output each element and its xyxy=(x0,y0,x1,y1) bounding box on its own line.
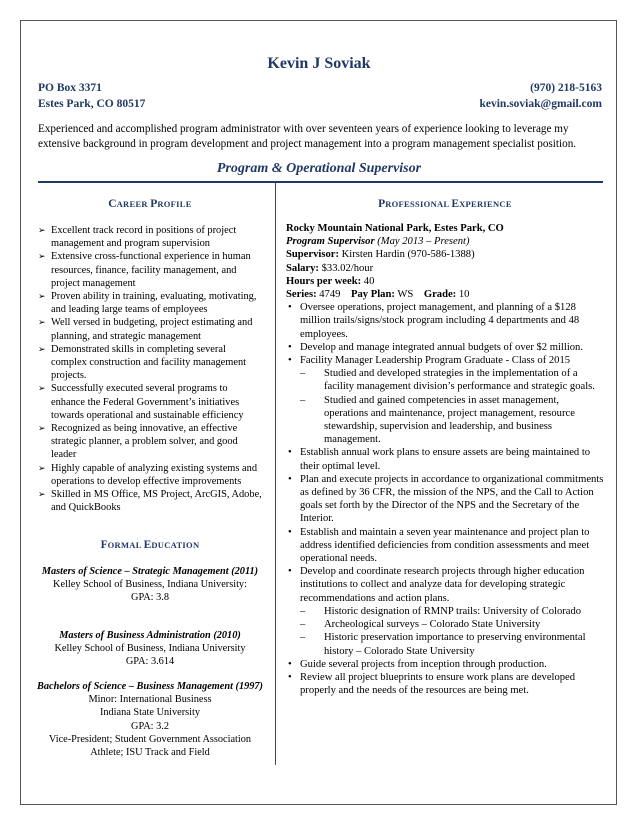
education-entry xyxy=(36,680,264,759)
education-entry xyxy=(36,565,264,605)
employer-name: Rocky Mountain National Park, Estes Park, CO xyxy=(286,223,504,234)
education-line: Kelley School of Business, Indiana University xyxy=(54,643,246,655)
list-item: • Facility Manager Leadership Program Graduate - Class of 2015 xyxy=(288,355,571,367)
supervisor-line: Supervisor: Kirsten Hardin (970-586-1388) xyxy=(286,249,475,261)
education-line: Athlete; ISU Track and Field xyxy=(90,747,210,759)
duties-list xyxy=(286,301,604,367)
address-line-1: PO Box 3371 xyxy=(38,82,102,94)
sub-list xyxy=(286,605,604,658)
education-heading: FORMAL EDUCATION xyxy=(100,539,200,551)
list-item: • Develop and manage integrated annual budgets of over $2 million. xyxy=(288,341,584,353)
address-line-2: Estes Park, CO 80517 xyxy=(38,98,146,110)
sub-list xyxy=(286,367,604,446)
career-profile-list xyxy=(38,224,262,514)
list-item: • Establish and maintain a seven year maintenance and project plan to address identified deficiencies from condition assessments and meet operational needs. xyxy=(288,526,590,565)
series-line: Series: 4749 Pay Plan: WS Grade: 10 xyxy=(286,289,470,301)
education-line: Kelley School of Business, Indiana University: xyxy=(53,579,247,591)
education-line: GPA: 3.8 xyxy=(131,592,169,604)
arrow-bullet-icon: ➢ xyxy=(38,291,46,302)
list-item: – Historic preservation importance to preserving environmental history – Colorado State University xyxy=(300,632,586,657)
list-item: ➢ Demonstrated skills in completing several complex construction and facility management projects. xyxy=(38,343,247,382)
headline-title: Program & Operational Supervisor xyxy=(216,161,422,176)
duties-list xyxy=(286,446,604,604)
arrow-bullet-icon: ➢ xyxy=(38,251,46,262)
list-item: • Establish annual work plans to ensure assets are being maintained to their optimal level. xyxy=(288,447,591,472)
list-item: – Studied and developed strategies in the implementation of a facility management division’s performance and strategic goals. xyxy=(300,368,595,393)
degree-title: Bachelors of Science – Business Management (1997) xyxy=(37,681,263,692)
summary-paragraph: Experienced and accomplished program administrator with over seventeen years of experience looking to leverage my extensive background in program development and project management into a program management specialist position. xyxy=(38,123,577,150)
candidate-name: Kevin J Soviak xyxy=(267,55,371,72)
position-title: Program Supervisor xyxy=(286,236,375,248)
list-item: – Historic designation of RMNP trails: University of Colorado xyxy=(300,605,582,617)
list-item: • Plan and execute projects in accordance to organizational commitments as defined by 36 CFR, the mission of the NPS, and the Call to Action goals set forth by the Director of the NPS and the Secretary of the Interior. xyxy=(288,473,604,525)
list-item: – Archeological surveys – Colorado State University xyxy=(300,619,541,631)
education-line: Minor: International Business xyxy=(88,694,212,706)
email-address[interactable]: kevin.soviak@gmail.com xyxy=(479,98,602,110)
headline-rule xyxy=(38,181,603,183)
list-item: ➢ Proven ability in training, evaluating, motivating, and leading large teams of employees xyxy=(38,291,257,316)
education-line: Vice-President; Student Government Association xyxy=(48,733,252,745)
arrow-bullet-icon: ➢ xyxy=(38,489,46,500)
list-item: ➢ Highly capable of analyzing existing systems and operations to develop effective improvements xyxy=(38,462,258,487)
list-item: ➢ Excellent track record in positions of project management and program supervision xyxy=(38,225,237,250)
arrow-bullet-icon: ➢ xyxy=(38,423,46,434)
arrow-bullet-icon: ➢ xyxy=(38,383,46,394)
arrow-bullet-icon: ➢ xyxy=(38,343,46,354)
career-profile-heading: CAREER PROFILE xyxy=(108,198,192,210)
list-item: ➢ Successfully executed several programs to enhance the Federal Government’s initiatives towards operational and sustainable efficiency xyxy=(38,383,244,421)
list-item: • Review all project blueprints to ensure work plans are developed properly and the needs of the resources are being met. xyxy=(288,671,576,697)
phone-number: (970) 218-5163 xyxy=(530,82,602,94)
education-line: Indiana State University xyxy=(99,707,201,719)
arrow-bullet-icon: ➢ xyxy=(38,317,46,328)
position-line xyxy=(286,235,604,248)
hours-line: Hours per week: 40 xyxy=(286,275,375,287)
education-entry xyxy=(36,629,264,669)
duties-list xyxy=(286,658,604,698)
experience-heading: PROFESSIONAL EXPERIENCE xyxy=(378,198,512,210)
list-item: ➢ Recognized as being innovative, an effective strategic planner, a problem solver, and good leader xyxy=(38,423,238,461)
list-item: • Oversee operations, project management, and planning of a $128 million trails/signs/stock program including 4 departments and 48 employees. xyxy=(288,302,580,340)
arrow-bullet-icon: ➢ xyxy=(38,225,46,235)
list-item: – Studied and gained competencies in asset management, operations and maintenance, project management, resource stewardship, supervision and leadership, and business management. xyxy=(300,394,575,446)
list-item: • Develop and coordinate research projects through higher education institutions to collect and analyze data for developing strategic recommendations and action plans. xyxy=(288,566,585,604)
education-line: GPA: 3.2 xyxy=(131,720,169,732)
list-item: ➢ Well versed in budgeting, project estimating and planning, and strategic management xyxy=(38,317,253,342)
experience-block xyxy=(286,222,604,697)
list-item: • Guide several projects from inception through production. xyxy=(288,658,547,670)
degree-title: Masters of Business Administration (2010) xyxy=(59,630,241,641)
list-item: ➢ Extensive cross-functional experience in human resources, finance, facility management, and project management xyxy=(38,251,251,289)
education-line: GPA: 3.614 xyxy=(125,656,175,668)
column-divider xyxy=(275,183,276,765)
degree-title: Masters of Science – Strategic Management (2011) xyxy=(41,566,259,577)
list-item: ➢ Skilled in MS Office, MS Project, ArcGIS, Adobe, and QuickBooks xyxy=(38,489,262,514)
position-dates: (May 2013 – Present) xyxy=(377,236,470,248)
salary-line: Salary: $33.02/hour xyxy=(286,262,374,274)
arrow-bullet-icon: ➢ xyxy=(38,462,46,473)
